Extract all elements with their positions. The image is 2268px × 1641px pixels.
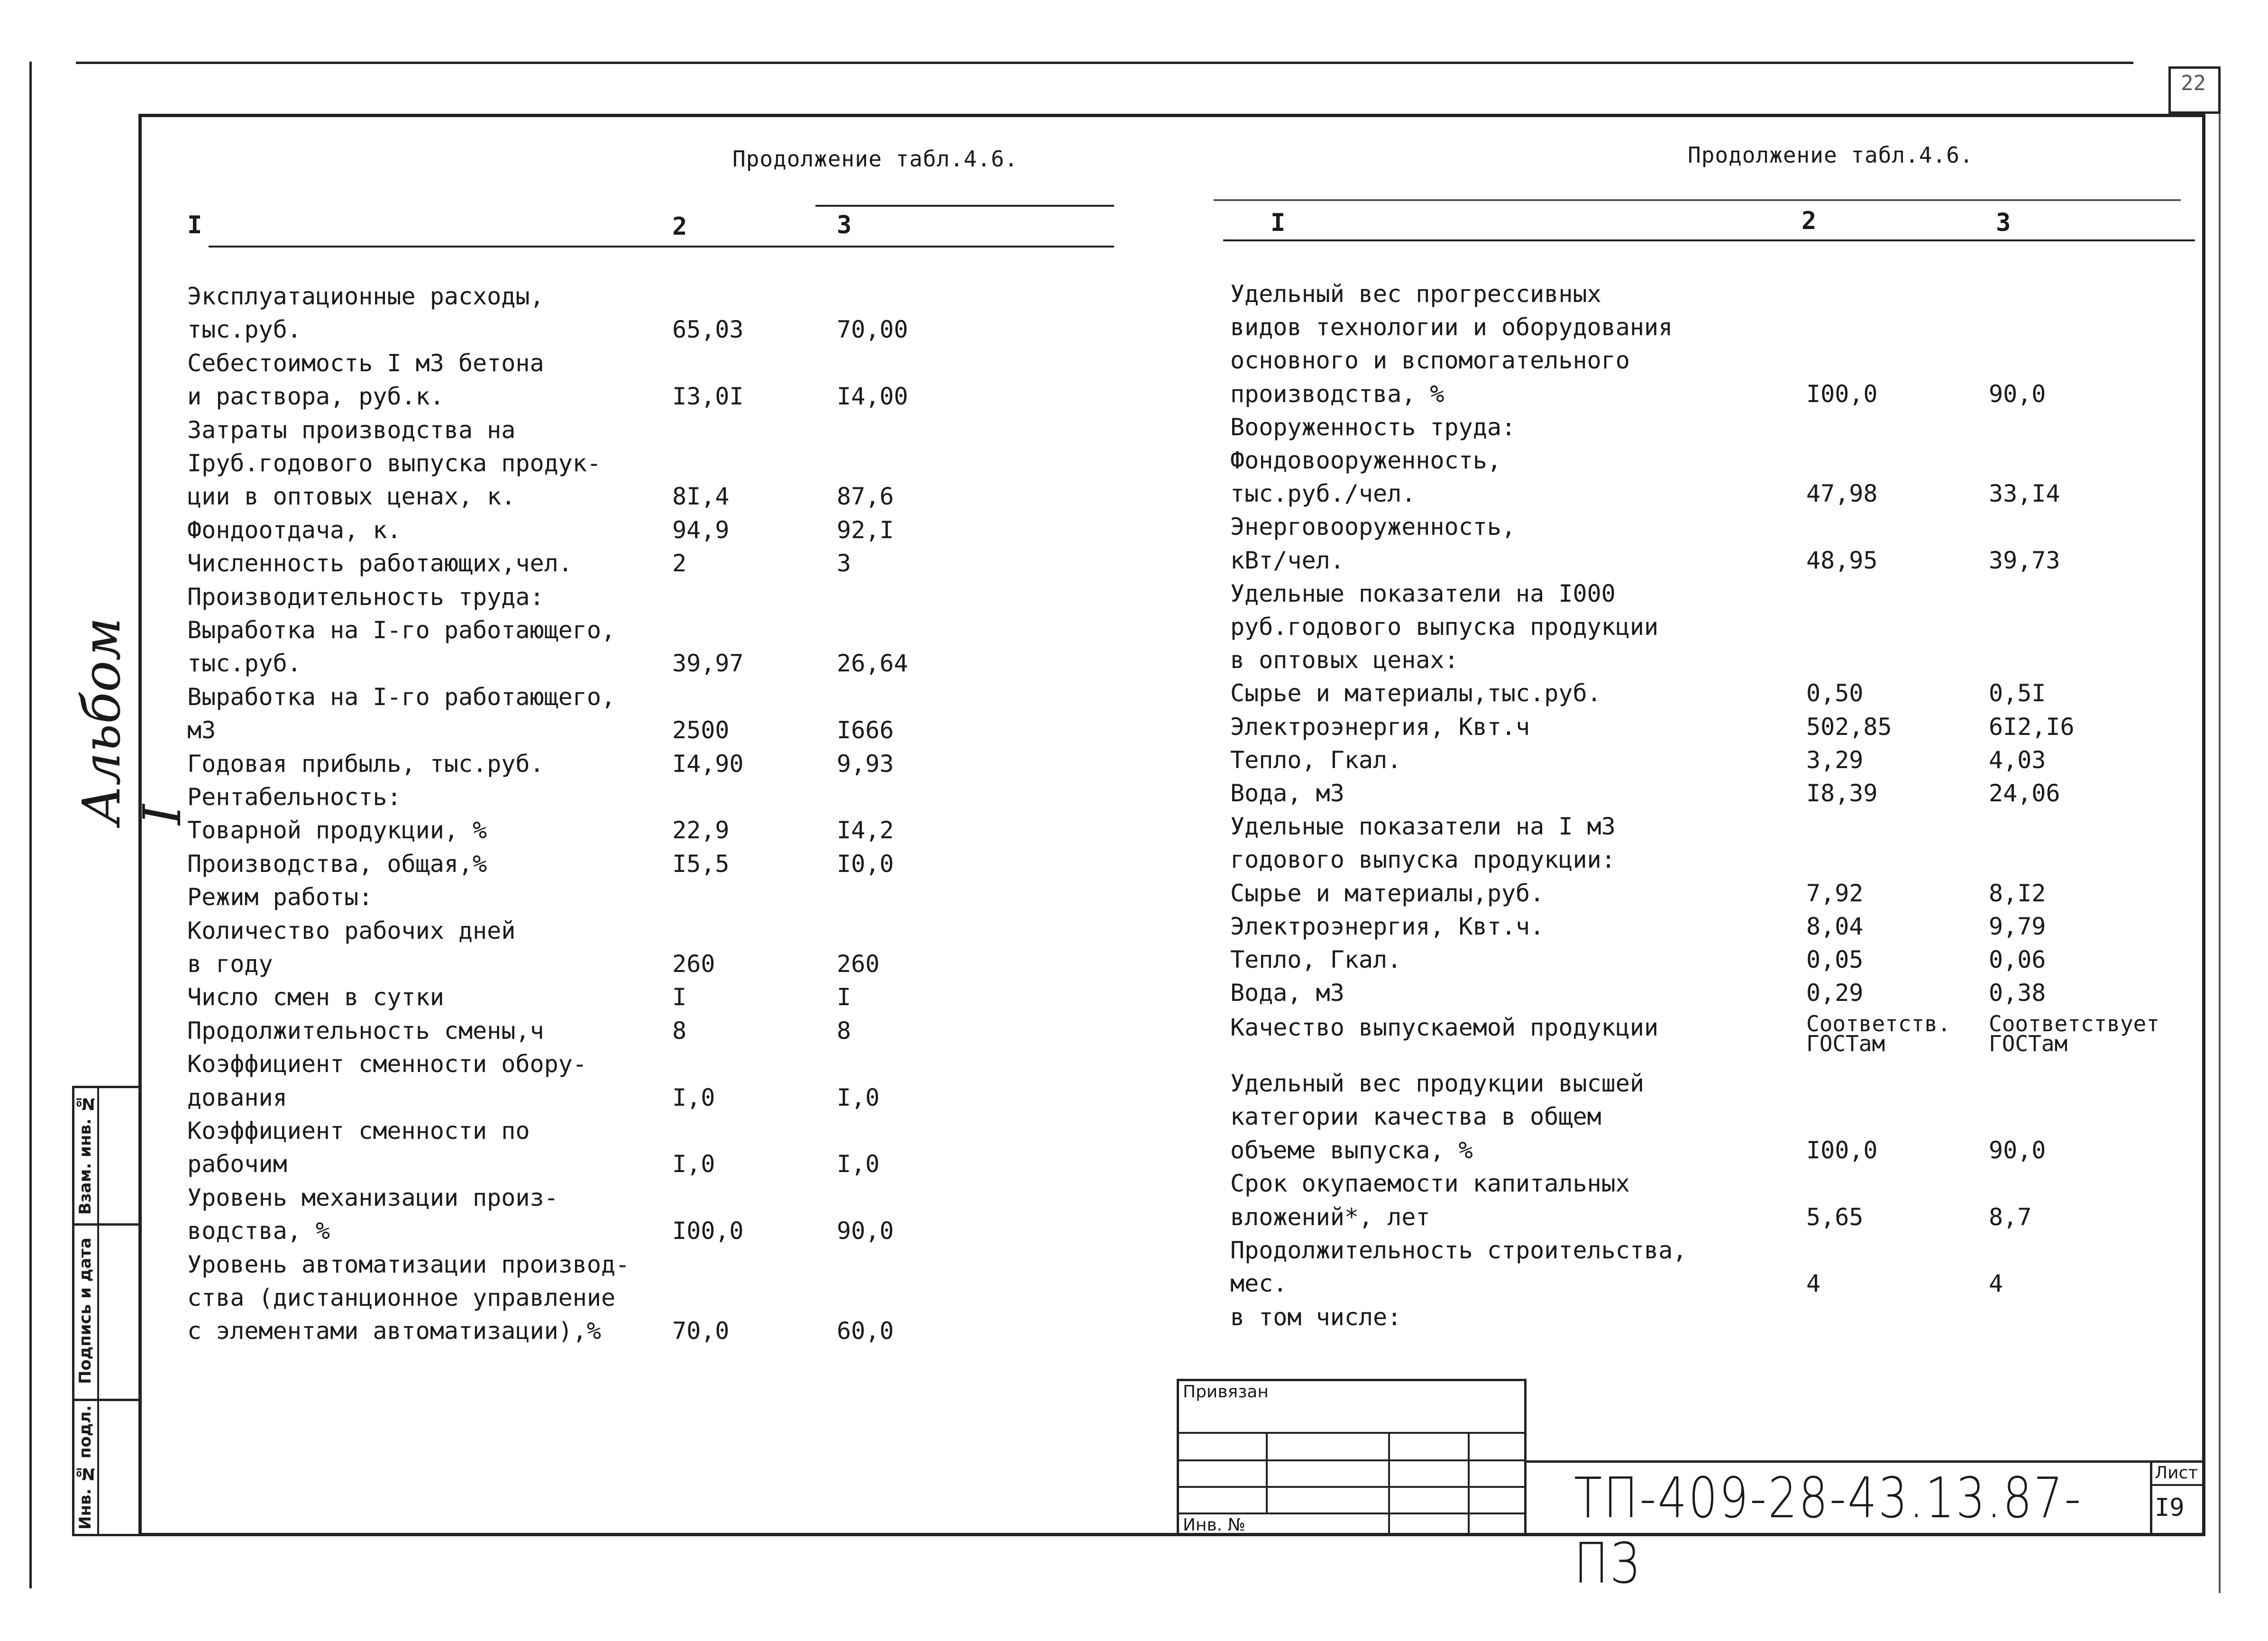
left-table-value-2: 22,9	[672, 816, 730, 844]
left-table-label: Уровень механизации произ-	[187, 1183, 558, 1211]
left-table-label: Выработка на I-го работающего,	[187, 616, 616, 644]
left-table-value-2: I00,0	[672, 1217, 744, 1245]
sheet-number: I9	[2155, 1494, 2185, 1522]
left-table-label: Выработка на I-го работающего,	[187, 683, 616, 711]
right-table-value-2: 3,29	[1806, 746, 1864, 774]
left-header-col1: I	[187, 211, 202, 239]
left-table-label: Iруб.годового выпуска продук-	[187, 449, 601, 477]
right-header-col2: 2	[1802, 207, 1817, 235]
side-panel-split-2	[72, 1399, 141, 1401]
left-table-label: водства, %	[187, 1217, 330, 1245]
left-table-value-2: I	[672, 983, 687, 1011]
left-table-value-2: 70,0	[672, 1317, 730, 1345]
left-table-value-2: 8	[672, 1017, 687, 1045]
right-table-value-2: I8,39	[1806, 779, 1878, 807]
left-table-label: Годовая прибыль, тыс.руб.	[187, 750, 544, 778]
right-table-after-label: в том числе:	[1230, 1303, 1402, 1331]
left-table-label: тыс.руб.	[187, 316, 302, 344]
left-table-value-3: 60,0	[837, 1317, 894, 1345]
left-table-label: Режим работы:	[187, 883, 373, 911]
right-table-after-value-3: 8,7	[1989, 1203, 2032, 1231]
right-table-after-value-3: 4	[1989, 1270, 2003, 1298]
stamp-col-1	[1266, 1432, 1268, 1513]
right-table-value-3: 90,0	[1989, 380, 2046, 408]
left-table-label: ции в оптовых ценах, к.	[187, 483, 516, 511]
right-table-label: Удельные показатели на I м3	[1230, 813, 1616, 841]
left-table-label: Фондоотдача, к.	[187, 516, 402, 544]
quality-label: Качество выпускаемой продукции	[1230, 1014, 1659, 1041]
left-table-label: Продолжительность смены,ч	[187, 1017, 544, 1045]
right-table-value-3: 24,06	[1989, 779, 2060, 807]
right-table-value-2: 48,95	[1806, 546, 1878, 574]
left-table-value-2: 39,97	[672, 650, 744, 678]
quality-value-2	[1806, 1011, 1951, 1056]
side-cell-original-inv: Инв. № подл.	[76, 1405, 95, 1530]
right-table-label: Электроэнергия, Квт.ч.	[1230, 912, 1545, 940]
left-table-value-3: 26,64	[837, 650, 908, 678]
right-table-label: производства, %	[1230, 380, 1445, 408]
side-cell-replaced-inv: Взам. инв. №	[76, 1094, 95, 1215]
side-panel-divider	[97, 1086, 99, 1536]
left-table-label: Количество рабочих дней	[187, 917, 516, 944]
right-table-label: видов технологии и оборудования	[1230, 313, 1673, 341]
left-table-value-3: 260	[837, 950, 880, 978]
left-table-label: и раствора, руб.к.	[187, 383, 444, 411]
right-table-after-value-2: 4	[1806, 1270, 1821, 1298]
right-table-value-3: 8,I2	[1989, 879, 2046, 907]
right-table-label: Удельный вес прогрессивных	[1230, 280, 1601, 308]
stamp-rule-2	[1177, 1459, 1527, 1461]
right-table-after-label: Срок окупаемости капитальных	[1230, 1170, 1630, 1198]
stamp-privyazan-label: Привязан	[1183, 1382, 1269, 1402]
stamp-col-2	[1388, 1432, 1390, 1536]
left-table-label: Товарной продукции, %	[187, 816, 487, 844]
left-header-col2: 2	[672, 212, 687, 241]
right-table-value-3: 6I2,I6	[1989, 713, 2075, 741]
sheet-number-rule	[2150, 1484, 2205, 1486]
left-table-value-3: I	[837, 983, 851, 1011]
right-table-value-2: I00,0	[1806, 380, 1878, 408]
left-table-value-3: I4,00	[837, 383, 908, 411]
quality-value-2-line2: ГОСТам	[1806, 1031, 1885, 1056]
code-box-top-rule	[1527, 1460, 2205, 1463]
right-table-label: Энерговооруженность,	[1230, 513, 1516, 541]
left-table-label: Себестоимость I м3 бетона	[187, 349, 544, 377]
left-table-label: Рентабельность:	[187, 783, 402, 811]
right-table-value-3: 0,38	[1989, 979, 2046, 1007]
side-panel-split-1	[72, 1223, 141, 1226]
left-table-value-2: 8I,4	[672, 483, 730, 511]
right-table-value-2: 0,05	[1806, 946, 1864, 973]
quality-value-2-line1: Соответств.	[1806, 1011, 1951, 1036]
right-table-label: Вода, м3	[1230, 779, 1344, 807]
side-cell-signature-date: Подпись и дата	[76, 1238, 95, 1384]
right-table-value-2: 0,50	[1806, 679, 1864, 707]
right-table-value-3: 0,5I	[1989, 679, 2046, 707]
right-table-after-label: вложений*, лет	[1230, 1203, 1430, 1231]
right-table-value-3: 39,73	[1989, 546, 2060, 574]
left-table-value-2: 260	[672, 950, 715, 978]
right-table-value-3: 33,I4	[1989, 480, 2060, 508]
right-table-label: Фондовооруженность,	[1230, 447, 1501, 474]
left-table-value-3: 87,6	[837, 483, 894, 511]
left-table-label: Коэффициент сменности обору-	[187, 1050, 587, 1078]
left-table-label: ства (дистанционное управление	[187, 1284, 616, 1311]
right-table-after-value-2: I00,0	[1806, 1136, 1878, 1164]
right-table-value-3: 9,79	[1989, 912, 2046, 940]
left-table-header-rule	[209, 246, 1114, 248]
left-table-label: тыс.руб.	[187, 650, 302, 678]
right-table-value-3: 0,06	[1989, 946, 2046, 973]
left-table-value-2: I5,5	[672, 850, 730, 878]
quality-value-3-line1: Соответствует	[1989, 1011, 2160, 1036]
right-table-top-rule	[1214, 199, 2181, 201]
left-table-top-rule	[815, 205, 1114, 207]
stamp-rule-4	[1177, 1513, 1527, 1514]
right-table-after-label: Продолжительность строительства,	[1230, 1237, 1687, 1264]
left-table-value-2: 2500	[672, 716, 730, 744]
left-table-value-2: 2	[672, 550, 687, 578]
right-table-label: руб.годового выпуска продукции	[1230, 613, 1659, 641]
album-label: Альбом I	[71, 617, 192, 825]
left-table-label: с элементами автоматизации),%	[187, 1317, 601, 1345]
left-table-label: рабочим	[187, 1150, 287, 1178]
left-table-label: Численность работающих,чел.	[187, 550, 573, 578]
left-table-label: Уровень автоматизации производ-	[187, 1250, 630, 1278]
left-table-value-3: 3	[837, 550, 851, 578]
right-table-value-3: 4,03	[1989, 746, 2046, 774]
left-table-value-2: I,0	[672, 1083, 715, 1111]
sheet-label: Лист	[2155, 1463, 2198, 1483]
right-table-after-label: Удельный вес продукции высшей	[1230, 1070, 1644, 1097]
left-table-value-3: 8	[837, 1017, 851, 1045]
left-table-label: дования	[187, 1083, 287, 1111]
right-table-title: Продолжение табл.4.6.	[1688, 142, 1974, 168]
right-table-label: Удельные показатели на I000	[1230, 579, 1616, 607]
left-table-value-3: 70,00	[837, 316, 908, 344]
sheet-corner-number: 22	[2181, 71, 2206, 95]
right-header-col3: 3	[1996, 209, 2011, 237]
right-table-label: основного и вспомогательного	[1230, 347, 1630, 375]
right-table-after-label: мес.	[1230, 1270, 1288, 1298]
right-header-col1: I	[1271, 209, 1286, 237]
left-table-label: Производства, общая,%	[187, 850, 487, 878]
right-table-value-2: 8,04	[1806, 912, 1864, 940]
right-table-after-label: категории качества в общем	[1230, 1103, 1601, 1131]
left-table-value-3: 9,93	[837, 750, 894, 778]
left-table-value-2: I,0	[672, 1150, 715, 1178]
right-table-label: в оптовых ценах:	[1230, 646, 1459, 674]
right-table-label: годового выпуска продукции:	[1230, 846, 1616, 874]
left-table-value-3: I,0	[837, 1150, 880, 1178]
right-table-value-2: 502,85	[1806, 713, 1892, 741]
right-table-label: кВт/чел.	[1230, 546, 1344, 574]
top-rule	[76, 62, 2133, 64]
right-table-after-value-3: 90,0	[1989, 1136, 2046, 1164]
left-table-label: Число смен в сутки	[187, 983, 444, 1011]
left-table-value-3: I4,2	[837, 816, 894, 844]
left-table-value-2: I4,90	[672, 750, 744, 778]
left-table-value-3: I666	[837, 716, 894, 744]
left-table-value-2: 65,03	[672, 316, 744, 344]
left-table-value-2: I3,0I	[672, 383, 744, 411]
left-table-value-2: 94,9	[672, 516, 730, 544]
left-table-label: Затраты производства на	[187, 416, 516, 444]
left-table-label: Коэффициент сменности по	[187, 1117, 530, 1145]
quality-value-3-line2: ГОСТам	[1989, 1031, 2068, 1056]
left-table-label: в году	[187, 950, 273, 978]
right-table-label: тыс.руб./чел.	[1230, 480, 1416, 508]
left-table-label: Эксплуатационные расходы,	[187, 283, 544, 310]
left-table-title: Продолжение табл.4.6.	[732, 146, 1018, 172]
right-margin-rule	[2219, 76, 2221, 1593]
right-table-header-rule	[1223, 239, 2195, 241]
left-table-label: Производительность труда:	[187, 583, 544, 611]
left-table-label: м3	[187, 716, 216, 744]
right-table-after-value-2: 5,65	[1806, 1203, 1864, 1231]
right-table-value-2: 47,98	[1806, 480, 1878, 508]
right-table-value-2: 0,29	[1806, 979, 1864, 1007]
right-table-value-2: 7,92	[1806, 879, 1864, 907]
right-table-label: Вода, м3	[1230, 979, 1344, 1007]
right-table-label: Тепло, Гкал.	[1230, 946, 1402, 973]
right-table-label: Вооруженность труда:	[1230, 413, 1516, 441]
stamp-rule-1	[1177, 1432, 1527, 1434]
document-code: ТП-409-28-43.13.87-ПЗ	[1574, 1465, 2083, 1596]
right-table-label: Сырье и материалы,руб.	[1230, 879, 1545, 907]
left-table-value-3: I0,0	[837, 850, 894, 878]
left-margin-rule	[29, 62, 32, 1588]
right-table-label: Тепло, Гкал.	[1230, 746, 1402, 774]
stamp-inv-label: Инв. №	[1183, 1515, 1246, 1535]
left-table-value-3: 90,0	[837, 1217, 894, 1245]
right-table-label: Электроэнергия, Квт.ч	[1230, 713, 1530, 741]
right-table-after-label: объеме выпуска, %	[1230, 1136, 1473, 1164]
right-table-label: Сырье и материалы,тыс.руб.	[1230, 679, 1601, 707]
stamp-col-3	[1468, 1432, 1470, 1536]
left-header-col3: 3	[837, 211, 852, 239]
stamp-rule-3	[1177, 1486, 1527, 1488]
left-table-value-3: I,0	[837, 1083, 880, 1111]
left-table-value-3: 92,I	[837, 516, 894, 544]
quality-value-3	[1989, 1011, 2160, 1056]
